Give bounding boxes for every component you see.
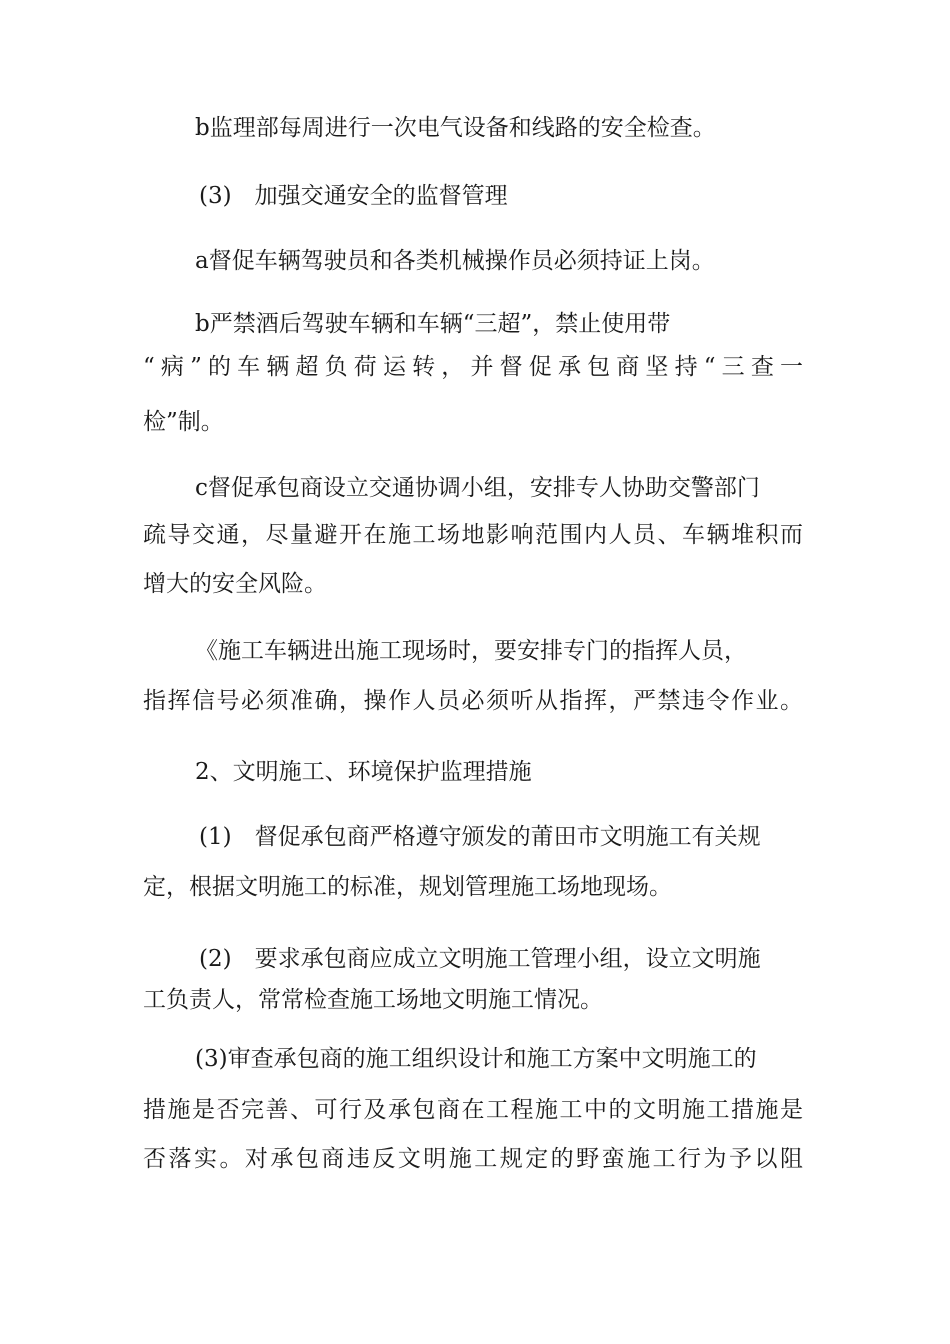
- paragraph-line: (2) 要求承包商应成立文明施工管理小组，设立文明施: [199, 946, 761, 972]
- paragraph-line: 疏导交通，尽量避开在施工场地影响范围内人员、车辆堆积而: [143, 522, 803, 548]
- paragraph-line: (1) 督促承包商严格遵守颁发的莆田市文明施工有关规: [199, 824, 761, 850]
- paragraph-line: 措施是否完善、可行及承包商在工程施工中的文明施工措施是: [143, 1097, 803, 1123]
- paragraph-line: 工负责人，常常检查施工场地文明施工情况。: [143, 987, 603, 1013]
- paragraph-line: “病”的车辆超负荷运转，并督促承包商坚持“三查一: [143, 354, 803, 380]
- paragraph-line: c督促承包商设立交通协调小组，安排专人协助交警部门: [195, 475, 760, 501]
- section-heading: (3) 加强交通安全的监督管理: [199, 183, 508, 209]
- paragraph-line: b严禁酒后驾驶车辆和车辆“三超”，禁止使用带: [195, 311, 671, 337]
- paragraph-line: a督促车辆驾驶员和各类机械操作员必须持证上岗。: [195, 248, 715, 274]
- paragraph-line: (3)审查承包商的施工组织设计和施工方案中文明施工的: [195, 1046, 757, 1072]
- paragraph-line: 增大的安全风险。: [143, 571, 327, 597]
- paragraph-line: 《施工车辆进出施工现场时，要安排专门的指挥人员，: [195, 638, 747, 664]
- paragraph-line: 定，根据文明施工的标准，规划管理施工场地现场。: [143, 874, 672, 900]
- paragraph-line: b监理部每周进行一次电气设备和线路的安全检查。: [195, 115, 716, 141]
- paragraph-line: 检”制。: [143, 409, 224, 435]
- section-heading: 2、文明施工、环境保护监理措施: [195, 759, 532, 785]
- paragraph-line: 否落实。对承包商违反文明施工规定的野蛮施工行为予以阻: [143, 1146, 803, 1172]
- paragraph-line: 指挥信号必须准确，操作人员必须听从指挥，严禁违令作业。: [143, 688, 803, 714]
